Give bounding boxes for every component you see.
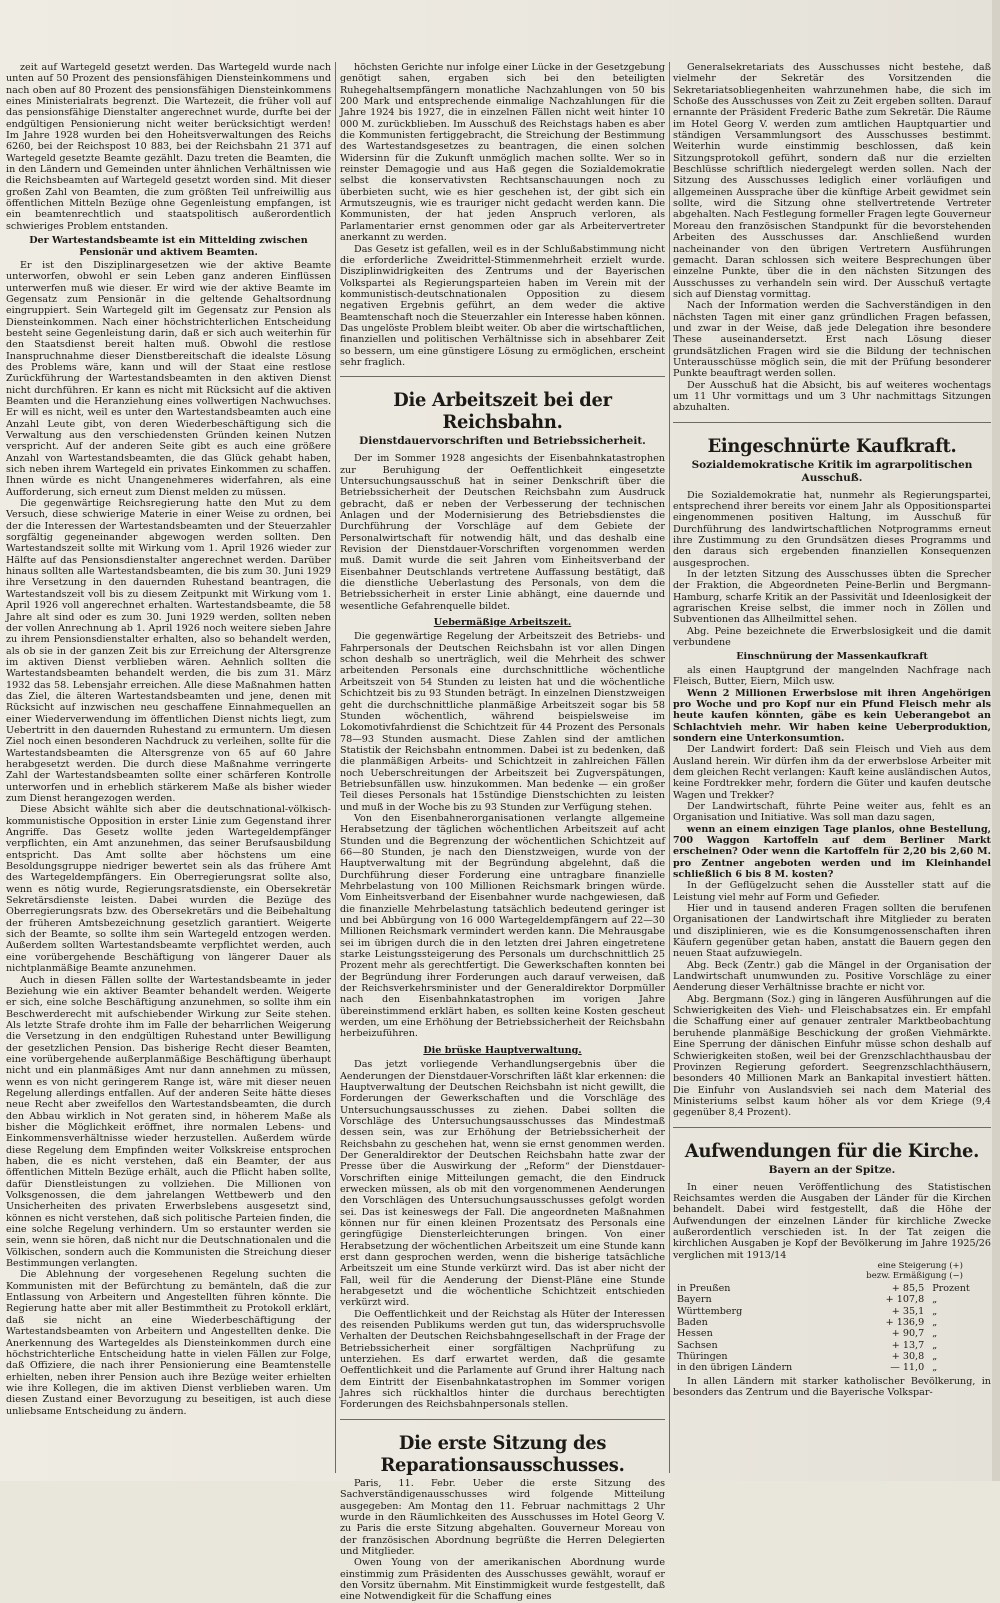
paragraph: Das jetzt vorliegende Verhandlungsergebnis über die Aenderungen der Dienstdauer-Vorschriften läßt klar erkennen: die Hauptverwaltung der Deutschen Reichsbahn ist nicht gewillt, die Forderungen der Gewerkschaften und die Vorschläge des Untersuchungsausschusses zu ziehen. Dabei sollten die Vorschläge des Untersuchungsausschusses das Mindestmaß dessen sein, was zur Erhöhung der Betriebssicherheit der Reichsbahn zu geschehen hat, wenn sie ernst genommen werden. Der Generaldirektor der Deutschen Reichsbahn hatte zwar der Presse über die Auswirkung der „Reform“ der Dienstdauer-Vorschriften einige Mitteilungen gemacht, die den Eindruck erwecken müssen, als ob mit den vorgenommenen Aenderungen den Vorschlägen des Untersuchungsausschusses gefolgt worden sei. Das ist keineswegs der Fall. Die angeordneten Maßnahmen können nur für einen kleinen Prozentsatz des Personals eine geringfügige Diensterleichterungen bringen. Von einer Herabsetzung der wöchentlichen Arbeitszeit um eine Stunde kann erst dann gesprochen werden, wenn die bisherige tatsächliche Arbeitszeit um eine Stunde verkürzt wird. Das ist aber nicht der Fall, weil für die Aenderung der Dienst-Pläne eine Stunde herabgesetzt und die wöchentliche Schichtzeit entschieden verkürzt wird. [340, 1059, 665, 1309]
paragraph: Der Landwirtschaft, führte Peine weiter aus, fehlt es an Organisation und Initiative. Was soll man dazu sagen, [673, 800, 991, 824]
article-subheadline: Dienstdauervorschriften und Betriebssicherheit. [359, 435, 646, 448]
paragraph: wenn an einem einzigen Tage planlos, ohne Bestellung, 700 Waggon Kartoffeln auf dem Berliner Markt erscheinen? Oder wenn die Kartoffeln für 2,20 bis 2,60 M. pro Zentner angeboten werden und im Kleinhandel schließlich 6 bis 8 M. kosten? [673, 823, 991, 880]
table-cell-val: + 90,7 [891, 1328, 925, 1340]
paragraph: Abg. Peine bezeichnete die Erwerbslosigkeit und die damit verbundene [673, 625, 991, 649]
table-cell-unit: „ [932, 1339, 938, 1351]
paragraph: Hier und in tausend anderen Fragen sollten die berufenen Organisationen der Landwirtschaft ihre Mitglieder zu beraten und disziplinieren, wie es die Konsumgenossenschaften ihren Käufern gegenüber getan haben, anstatt die Bauern gegen den neuen Staat aufzuwiegeln. [673, 903, 991, 960]
table-cell-val: + 136,9 [885, 1317, 925, 1328]
table-row [673, 1283, 991, 1294]
article-headline: Aufwendungen für die Kirche. [684, 1139, 980, 1162]
table-cell-val: + 85,5 [891, 1282, 925, 1294]
column-3 [673, 62, 991, 1473]
paragraph: Auch in diesen Fällen sollte der Wartestandsbeamte in jeder Beziehung wie ein aktiver Beamter behandelt werden. Weigerte er sich, eine solche Beschäftigung anzunehmen, so sollte ihm ein Beschwerderecht mit aufschiebender Wirkung zur Seite stehen. Als letzte Strafe drohte ihm im Falle der beharrlichen Weigerung die Versetzung in den endgültigen Ruhestand unter Bewilligung der gesetzlichen Pension. Das bisherige Recht dieser Beamten, eine vorübergehende außerplanmäßige Beschäftigung überhaupt nicht und ein planmäßiges Amt nur dann annehmen zu müssen, wenn es von nicht geringerem Range ist, wäre mit dieser neuen Regelung allerdings entfallen. Auf der anderen Seite hätte dieses neue Recht aber zweifellos den Wartestandsbeamten, die durch den Abbau wirklich in Not geraten sind, in höherem Maße als bisher die Möglichkeit eröffnet, ihre normalen Lebens- und Einkommensverhältnisse wieder herzustellen. Außerdem würde diese Regelung dem Empfinden weiter Volkskreise entsprochen haben, die es nicht verstehen, daß ein Beamter, der aus öffentlichen Mitteln Bezüge erhält, auch die Pflicht haben sollte, dafür Dienstleistungen zu vollziehen. Die Millionen von Volksgenossen, die dem jahrelangen Wettbewerb und den Unsicherheiten des privaten Erwerbslebens ausgesetzt sind, können es nicht verstehen, daß sich politische Parteien finden, die eine solche Regelung verhindern. Um so erstaunter werden sie sein, wenn sie hören, daß nicht nur die Deutschnationalen und die Völkischen, sondern auch die Kommunisten die Streichung dieser Bestimmungen verlangten. [6, 974, 331, 1270]
paragraph: zeit auf Wartegeld gesetzt werden. Das Wartegeld wurde nach unten auf 50 Prozent des pensionsfähigen Diensteinkommens und nach oben auf 80 Prozent des pensionsfähigen Diensteinkommens eines Ministerialrats begrenzt. Die Wartezeit, die früher voll auf das pensionsfähige Dienstalter angerechnet wurde, durfte bei der endgültigen Pensionierung nicht weiter berücksichtigt werden! Im Jahre 1928 wurden bei den Hoheitsverwaltungen des Reichs 6260, bei der Reichspost 10 883, bei der Reichsbahn 21 371 auf Wartegeld gesetzte Beamte gezählt. Dazu treten die Beamten, die in den Ländern und Gemeinden unter ähnlichen Verhältnissen wie die Reichsbeamten auf Wartegeld gesetzt worden sind. Mit dieser großen Zahl von Beamten, die zum größten Teil unfreiwillig aus öffentlichen Mitteln Bezüge ohne Gegenleistung empfangen, ist ein beamtenrechtlich und staatspolitisch außerordentlich schwieriges Problem entstanden. [6, 62, 331, 232]
article-separator [340, 376, 665, 377]
paragraph: In einer neuen Veröffentlichung des Statistischen Reichsamtes werden die Ausgaben der Länder für die Kirchen behandelt. Dabei wird festgestellt, daß die Höhe der Aufwendungen der einzelnen Länder für kirchliche Zwecke außerordentlich verschieden ist. In der Tat zeigen die kirchlichen Ausgaben je Kopf der Bevölkerung im Jahre 1925/26 verglichen mit 1913/14 [673, 1181, 991, 1261]
column-divider [669, 62, 670, 1473]
table-cell-val: — 11,0 [890, 1362, 925, 1374]
paragraph: Der Ausschuß hat die Absicht, bis auf weiteres wochentags um 11 Uhr vormittags und um 3 Uhr nachmittags Sitzungen abzuhalten. [673, 379, 991, 414]
paragraph: In der Geflügelzucht sehen die Aussteller statt auf die Leistung viel mehr auf Form und Gefieder. [673, 880, 991, 903]
paragraph: In der letzten Sitzung des Ausschusses übten die Sprecher der Fraktion, die Abgeordneten Peine-Berlin und Bergmann-Hamburg, scharfe Kritik an der Passivität und Ideenlosigkeit der agrarischen Kreise selbst, die immer noch in Zöllen und Subventionen das Allheilmittel sehen. [673, 569, 991, 626]
table-row [673, 1328, 991, 1339]
column-divider [335, 62, 336, 1473]
article-separator [673, 422, 991, 423]
table-row [673, 1306, 991, 1317]
paragraph: Abg. Beck (Zentr.) gab die Mängel in der Organisation der Landwirtschaft unumwunden zu. Positive Vorschläge zu einer Aenderung dieser Verhältnisse brachte er nicht vor. [673, 959, 991, 994]
section-subheading: Einschnürung der Massenkaufkraft [736, 651, 928, 663]
table-cell-unit: „ [932, 1362, 938, 1374]
paragraph: Nach der Information werden die Sachverständigen in den nächsten Tagen mit einer ganz gründlichen Fragen befassen, und zwar in der Weise, daß jede Delegation ihre besondere These auseinandersetzt. Erst nach Lösung dieser grundsätzlichen Fragen wird sie die Bildung der technischen Unterausschüsse möglich sein, die mit der Prüfung besonderer Punkte beauftragt werden sollen. [673, 300, 991, 380]
section-subheading: Die brüske Hauptverwaltung. [423, 1044, 582, 1056]
table-header: eine Steigerung (+) [877, 1260, 963, 1271]
table-cell-unit: Prozent [932, 1282, 970, 1294]
paragraph: Generalsekretariats des Ausschusses nicht bestehe, daß vielmehr der Sekretär des Vorsitzenden die Sekretariatsobliegenheiten wahrzunehmen habe, die sich im Schoße des Ausschusses von Zeit zu Zeit ergeben sollten. Darauf ernannte der Präsident Frederic Bathe zum Sekretär. Die Räume im Hotel Georg V. werden zum amtlichen Hauptquartier und ständigen Versammlungsort des Ausschusses bestimmt. Weiterhin wurde einstimmig beschlossen, daß kein Sitzungsprotokoll geführt, sondern daß nur die erzielten Beschlüsse schriftlich niedergelegt werden sollen. Nach der Sitzung des Ausschusses lediglich einer vorläufigen und allgemeinen Aussprache über die künftige Arbeit gewidmet sein sollte, wird die Sitzung ohne stellvertretende Vertreter abgehalten. Nach Festlegung formeller Fragen legte Gouverneur Moreau den französischen Standpunkt für die bevorstehenden Arbeiten des Ausschusses dar. Anschließend wurden nacheinander von den übrigen Vertretern Ausführungen gemacht. Daran schlossen sich weitere Besprechungen über einzelne Punkte, über die in den nächsten Sitzungen des Ausschusses zu verhandeln sein wird. Der Ausschuß vertagte sich auf Dienstag vormittag. [673, 62, 991, 300]
article-headline: Eingeschnürte Kaufkraft. [707, 434, 957, 457]
paragraph: Der Landwirt fordert: Daß sein Fleisch und Vieh aus dem Ausland herein. Wir dürfen ihm da der erwerbslose Arbeiter mit dem gleichen Recht verlangen: Kauft keine ausländischen Autos, keine Fordtrekker mehr, fordern die Güter und kaufen deutsche Wagen und Trekker? [673, 744, 991, 801]
paragraph: Die gegenwärtige Regelung der Arbeitszeit des Betriebs- und Fahrpersonals der Deutschen Reichsbahn ist vor allen Dingen schon deshalb so unerträglich, weil die Mehrheit des schwer arbeitenden Personals eine durchschnittliche wöchentliche Arbeitszeit von 54 Stunden zu leisten hat und die wöchentliche Schichtzeit bis zu 93 Stunden beträgt. In einzelnen Dienstzweigen geht die durchschnittliche planmäßige Arbeitszeit sogar bis 58 Stunden wöchentlich, während beispielsweise im Lokomotivfahrdienst die Schichtzeit für 44 Prozent des Personals 78—93 Stunden ausmacht. Diese Zahlen sind der amtlichen Statistik der Reichsbahn entnommen. Dabei ist zu bedenken, daß die planmäßigen Arbeits- und Schichtzeit in zahlreichen Fällen noch Ueberschreitungen der Arbeitszeit bei Zugverspätungen, Betriebsunfällen usw. hinzukommen. Man bedenke — ein großer Teil dieses Personals hat 15stündige Dienstschichten zu leisten und muß in der Woche bis zu 93 Stunden zur Verfügung stehen. [340, 631, 665, 813]
table-cell-unit: „ [932, 1305, 938, 1317]
paragraph: Die Sozialdemokratie hat, nunmehr als Regierungspartei, entsprechend ihrer bereits vor einem Jahr als Oppositionspartei eingenommenen positiven Haltung, im Ausschuß für Durchführung des landwirtschaftlichen Notprogramms erneut ihre Zustimmung zu den Grundsätzen dieses Programms und den daraus sich ergebenden finanziellen Konsequenzen ausgesprochen. [673, 489, 991, 569]
paragraph: Von den Eisenbahnerorganisationen verlangte allgemeine Herabsetzung der täglichen wöchentlichen Arbeitszeit auf acht Stunden und die Begrenzung der wöchentlichen Schichtzeit auf 66—80 Stunden, je nach den Dienstzweigen, wurde von der Hauptverwaltung mit der Begründung abgelehnt, daß die Durchführung dieser Forderung eine untragbare finanzielle Mehrbelastung von 100 Millionen Reichsmark bringen würde. Vom Einheitsverband der Eisenbahner wurde nachgewiesen, daß die finanzielle Mehrbelastung tatsächlich bedeutend geringer ist und bei Abbürgung von 16 000 Wartegeldempfängern auf 22—30 Millionen Reichsmark vermindert werden kann. Die Mehrausgabe sei im übrigen durch die in den letzten drei Jahren eingetretene starke Leistungssteigerung des Personals um durchschnittlich 25 Prozent mehr als gerechtfertigt. Die Gewerkschaften konnten bei der Begründung ihrer Forderungen auch darauf verweisen, daß der Reichsverkehrsminister und der Generaldirektor Dorpmüller nach den Eisenbahnkatastrophen im vorigen Jahre übereinstimmend erklärt haben, es sollten keine Kosten gescheut werden, um eine Erhöhung der Betriebssicherheit der Reichsbahn herbeizuführen. [340, 812, 665, 1040]
page-edge [992, 0, 1000, 1481]
paragraph: Owen Young von der amerikanischen Abordnung wurde einstimmig zum Präsidenten des Ausschusses gewählt, worauf er den Vorsitz übernahm. Mit Einstimmigkeit wurde festgestellt, daß eine Notwendigkeit für die Schaffung eines [340, 1557, 665, 1603]
section-subheading: Der Wartestandsbeamte ist ein Mittelding zwischen Pensionär und aktivem Beamten. [29, 235, 308, 258]
table-cell-land: in Preußen [677, 1282, 731, 1294]
paragraph: Paris, 11. Febr. Ueber die erste Sitzung des Sachverständigenausschusses wird folgende Mitteilung ausgegeben: Am Montag den 11. Februar nachmittags 2 Uhr wurde in den Räumlichkeiten des Ausschusses im Hotel Georg V. zu Paris die erste Sitzung abgehalten. Gouverneur Moreau von der französischen Abordnung begrüßte die Herren Delegierten und Mitglieder. [340, 1477, 665, 1557]
paragraph: Das Gesetz ist gefallen, weil es in der Schlußabstimmung nicht die erforderliche Zweidrittel-Stimmenmehrheit erzielt wurde. Disziplinwidrigkeiten des Zentrums und der Bayerischen Volkspartei als Regierungsparteien haben im Verein mit der kommunistisch-deutschnationalen Opposition zu diesem negativen Ergebnis geführt, an dem weder die aktive Beamtenschaft noch die Steuerzahler ein Interesse haben können. Das ungelöste Problem bleibt weiter. Ob aber die wirtschaftlichen, finanziellen und politischen Verhältnisse sich in absehbarer Zeit so bessern, um eine günstigere Lösung zu ermöglichen, erscheint sehr fraglich. [340, 243, 665, 368]
table-cell-val: + 30,8 [891, 1351, 925, 1363]
paragraph: Die Ablehnung der vorgesehenen Regelung suchten die Kommunisten mit der Befürchtung zu bemänteln, daß die zur Entlassung von Arbeitern und Angestellten führen könnte. Die Regierung hatte aber mit aller Bestimmtheit zu Protokoll erklärt, daß sie nicht an eine Wiederbeschäftigung der Wartestandsbeamten von Arbeitern und Angestellten denke. Die Anerkennung des Wartegeldes als Diensteinkommen durch eine höchstrichterliche Entscheidung hatte in vielen Fällen zur Folge, daß Offiziere, die nach ihrer Pensionierung eine Beamtenstelle erhielten, neben ihrer Pension auch ihre Bezüge weiter erhielten wie ihre Kollegen, die im aktiven Dienst verblieben waren. Um diesen Zustand einer Bevorzugung zu beseitigen, ist auch diese unliebsame Entscheidung zu ändern. [6, 1269, 331, 1417]
table-cell-land: Thüringen [677, 1351, 728, 1363]
column-1 [6, 62, 331, 1473]
table-header: bezw. Ermäßigung (−) [866, 1270, 963, 1281]
table-cell-unit: „ [932, 1294, 938, 1306]
table-cell-unit: „ [932, 1351, 938, 1363]
table-row [673, 1317, 991, 1328]
paragraph: Die gegenwärtige Reichsregierung hatte den Mut zu dem Versuch, diese schwierige Materie in einer Weise zu ordnen, bei der die Interessen der Wartestandsbeamten und der Steuerzahler sorgfältig gegeneinander abgewogen werden sollten. Den Wartestandszeit sollte mit Wirkung vom 1. April 1926 wieder zur Hälfte auf das Pensionsdienstalter angerechnet werden. Darüber hinaus sollten alle Wartestandsbeamten, die bis zum 30. Juni 1929 ihre Versetzung in den dauernden Ruhestand beantragen, die Wartestandszeit voll bis zu diesem Zeitpunkt mit Wirkung vom 1. April 1926 voll angerechnet erhalten. Wartestandsbeamte, die 58 Jahre alt sind oder es zum 30. Juni 1929 werden, sollten neben der vollen Anrechnung ab 1. April 1926 noch weitere sieben Jahre zu ihrem Pensionsdienstalter erhalten, also so behandelt werden, als ob sie in der ganzen Zeit bis zur Erreichung der Altersgrenze im aktiven Dienst verblieben wären. Aehnlich sollten die Wartestandsbeamten behandelt werden, die bis zum 31. März 1932 das 58. Lebensjahr erreichen. Alle diese Maßnahmen hatten das Ziel, die älteren Wartestandsbeamten und jene, denen mit Rücksicht auf inzwischen neu geschaffene Einnahmequellen an einer Wiederverwendung im öffentlichen Dienst nichts liegt, zum Uebertritt in den dauernden Ruhestand zu ermuntern. Um diesen Ziel noch einen besonderen Nachdruck zu verleihen, sollte für die Wartestandsbeamten die Altersgrenze von 65 auf 60 Jahre herabgesetzt werden. Die durch diese Maßnahme verringerte Zahl der Wartestandsbeamten sollte einer schärferen Kontrolle unterworfen und in erheblich stärkerem Maße als bisher wieder zum Dienst herangezogen werden. [6, 498, 331, 804]
table-cell-val: + 107,8 [885, 1294, 925, 1306]
paragraph: Die Oeffentlichkeit und der Reichstag als Hüter der Interessen des reisenden Publikums werden gut tun, das widerspruchsvolle Verhalten der Deutschen Reichsbahngesellschaft in der Frage der Betriebssicherheit einer sorgfältigen Nachprüfung zu unterziehen. Es darf erwartet werden, daß die gesamte Oeffentlichkeit und die Parlamente auf Grund ihrer Haltung nach dem Eintritt der Eisenbahnkatastrophen im Sommer vorigen Jahres sich rückhaltlos hinter die durchaus berechtigten Forderungen des Reichsbahnpersonals stellen. [340, 1308, 665, 1411]
table-cell-land: Bayern [677, 1294, 712, 1306]
paragraph: Der im Sommer 1928 angesichts der Eisenbahnkatastrophen zur Beruhigung der Oeffentlichkeit eingesetzte Untersuchungsausschuß hat in seiner Denkschrift über die Betriebssicherheit der Deutschen Reichsbahn zum Ausdruck gebracht, daß er neben der Verbesserung der technischen Anlagen und der Modernisierung des Betriebsdienstes die Durchführung der Vorschläge auf dem Gebiete der Personalwirtschaft für notwendig hält, und das deshalb eine Revision der Dienstdauer-Vorschriften vorgenommen werden muß. Damit wurde die seit Jahren vom Einheitsverband der Eisenbahner Deutschlands vertretene Auffassung bestätigt, daß die dienstliche Ueberlastung des Personals, von dem die Betriebssicherheit in erster Linie abhängt, eine dauernde und wesentliche Gefahrenquelle bildet. [340, 453, 665, 612]
section-subheading: Uebermäßige Arbeitszeit. [433, 617, 572, 629]
table-cell-land: Baden [677, 1317, 708, 1328]
table-cell-unit: „ [932, 1328, 938, 1340]
table-cell-land: Hessen [677, 1328, 713, 1340]
table-cell-val: + 13,7 [891, 1339, 925, 1351]
column-2 [340, 62, 665, 1603]
church-expenditure-table [673, 1283, 991, 1374]
paragraph: In allen Ländern mit starker katholischer Bevölkerung, in besonders das Zentrum und die Bayerische Volkspar- [673, 1375, 991, 1399]
table-cell-land: Württemberg [677, 1305, 743, 1317]
table-row [673, 1294, 991, 1305]
paragraph: Abg. Bergmann (Soz.) ging in längeren Ausführungen auf die Schwierigkeiten des Vieh- und Fleischabsatzes ein. Er empfahl die Schaffung einer auf genauer zentraler Marktbeobachtung beruhende planmäßige Beschickung der großen Viehmärkte. Eine Sperrung der dänischen Einfuhr müsse schon deshalb auf Schwierigkeiten stoßen, weil bei der Grenzschlachthausbau der Provinzen Regierung gefordert. Seegrenzschlachthäusern, besonders 40 Millionen Mark an Bankapital investiert hätten. Die Einfuhr von Auslandsvieh sei nach dem Material des Ministeriums selbst kaum höher als vor dem Kriege (9,4 gegenüber 8,4 Prozent). [673, 993, 991, 1119]
article-separator [673, 1127, 991, 1128]
article-separator [340, 1419, 665, 1420]
table-cell-val: + 35,1 [891, 1305, 925, 1317]
article-subheadline: Sozialdemokratische Kritik im agrarpolitischen Ausschuß. [691, 458, 973, 484]
paragraph: Er ist den Disziplinargesetzen wie der aktive Beamte unterworfen, obwohl er sein Leben ganz anderen Einflüssen unterwerfen muß wie dieser. Er wird wie der aktive Beamte im Gegensatz zum Pensionär in die geltende Gehaltsordnung eingruppiert. Sein Wartegeld gilt im Gegensatz zur Pension als Diensteinkommen. Nach einer höchstrichterlichen Entscheidung besteht seine Gegenleistung darin, daß er sich auch weiterhin für den Staatsdienst bereit halten muß. Obwohl die restlose Inanspruchnahme dieser Dienstbereitschaft die idealste Lösung des Problems wäre, kann und will der Staat eine restlose Zurückführung der Wartestandsbeamten in den aktiven Dienst nicht durchführen. Er kann es nicht mit Rücksicht auf die aktiven Beamten und die Heranziehung eines vollwertigen Nachwuchses. Er will es nicht, weil es unter den Wartestandsbeamten auch eine Anzahl Leute gibt, von deren Wiederbeschäftigung sich die Verwaltung aus den verschiedensten Gründen keinen Nutzen verspricht. Auf der anderen Seite gibt es auch eine größere Anzahl von Wartestandsbeamten, die das Glück gehabt haben, sich neben ihrem Wartegeld ein privates Einkommen zu schaffen. Ihnen würde es nicht Unangenehmeres widerfahren, als eine Aufforderung, sich erneut zum Dienst melden zu müssen. [6, 259, 331, 498]
paragraph: Wenn 2 Millionen Erwerbslose mit ihren Angehörigen pro Woche und pro Kopf nur ein Pfund Fleisch mehr als heute kaufen könnten, gäbe es kein Ueberangebot an Schlachtvieh mehr. Wir haben keine Ueberproduktion, sondern eine Unterkonsumtion. [673, 687, 991, 744]
paragraph: Diese Absicht wählte sich aber die deutschnational-völkisch-kommunistische Opposition in erster Linie zum Gegenstand ihrer Angriffe. Das Gesetz wollte jeden Wartegeldempfänger verpflichten, ein Amt anzunehmen, das seiner Berufsausbildung entspricht. Das Amt sollte aber höchstens um eine Besoldungsgruppe niedriger bewertet sein als das frühere Amt des Wartegeldempfängers. Ein Oberregierungsrat sollte also, wenn es nötig wurde, Regierungsratsdienste, ein Obersekretär Sekretärsdienste leisten. Dabei wurden die Bezüge des Oberregierungsrats bzw. des Obersekretärs und die Beibehaltung der früheren Amtsbezeichnung gesetzlich garantiert. Weigerte sich der Beamte, so sollte ihm sein Wartegeld entzogen werden. Außerdem sollten Wartestandsbeamte verpflichtet werden, auch eine vorübergehende Beschäftigung von längerer Dauer als nichtplanmäßige Beamte anzunehmen. [6, 804, 331, 975]
article-subheadline: Bayern an der Spitze. [768, 1163, 896, 1176]
table-cell-land: in den übrigen Ländern [677, 1362, 793, 1374]
paragraph: höchsten Gerichte nur infolge einer Lücke in der Gesetzgebung genötigt sahen, ergaben sich bei den beteiligten Ruhegehaltsempfängern monatliche Nachzahlungen von 50 bis 200 Mark und entsprechende einmalige Nachzahlungen für die Jahre 1924 bis 1927, die in einzelnen Fällen nicht weit hinter 10 000 M. zurückblieben. Im Ausschuß des Reichstags haben es aber die Kommunisten fertiggebracht, die Streichung der Bestimmung des Wartestandsgesetzes zu beantragen, die einen solchen Widersinn für die Zukunft unmöglich machen sollte. Wer so in reinster Demagogie und aus Haß gegen die Sozialdemokratie selbst die konservativsten Rechtsanschauungen noch zu überbieten sucht, wie es hier geschehen ist, der gibt sich ein Armutszeugnis, wie es trauriger nicht gedacht werden kann. Die Kommunisten, der hat jeden Anspruch verloren, als Parlamentarier ernst genommen oder gar als Arbeitervertreter anerkannt zu werden. [340, 62, 665, 244]
article-headline: Die erste Sitzung des Reparationsausschusses. [380, 1431, 625, 1476]
article-headline: Die Arbeitszeit bei der Reichsbahn. [393, 389, 612, 434]
paragraph: als einen Hauptgrund der mangelnden Nachfrage nach Fleisch, Butter, Eiern, Milch usw. [673, 664, 991, 688]
table-row [673, 1362, 991, 1373]
table-cell-land: Sachsen [677, 1339, 718, 1351]
table-cell-unit: „ [932, 1317, 938, 1328]
table-row [673, 1351, 991, 1362]
table-row [673, 1340, 991, 1351]
